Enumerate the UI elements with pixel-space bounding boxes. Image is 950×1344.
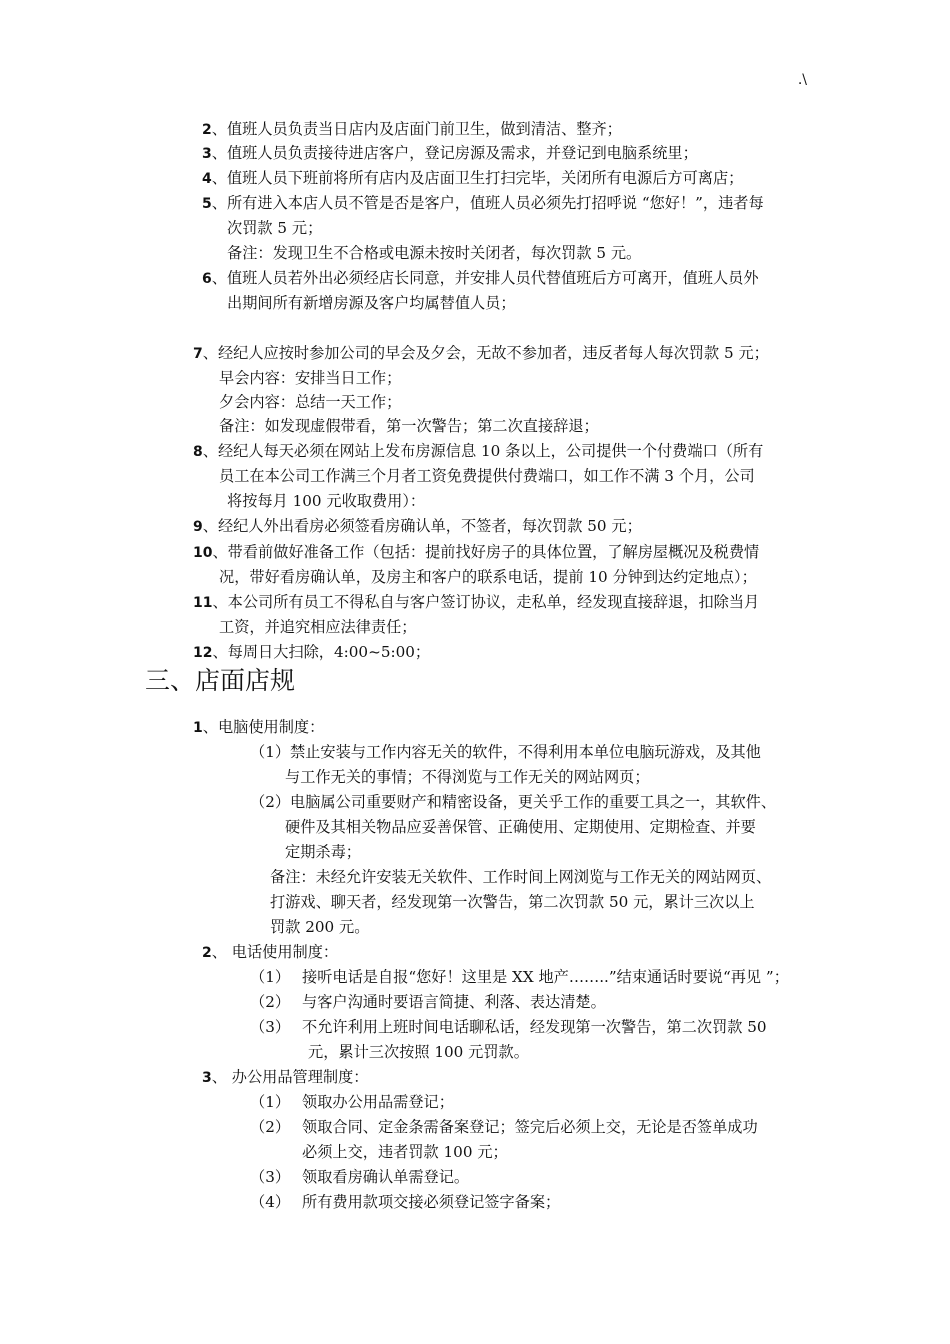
rule-number: 11 [193,595,213,611]
rule-number: 10 [193,545,213,561]
phone-item-2-mark: （2） [250,993,291,1011]
rule-number: 12 [193,645,213,661]
rule-number: 3 [202,1070,212,1086]
office-item-1-mark: （1） [250,1093,291,1111]
rule-number: 4 [202,171,212,187]
phone-item-3-cont: 元，累计三次按照 100 元罚款。 [308,1043,529,1061]
computer-rules-title [193,715,324,740]
phone-item-1: 接听电话是自报“您好！这里是 XX 地产……..”结束通话时要说“再见 ”； [302,968,789,986]
rule-7-note: 备注：如发现虚假带看，第一次警告；第二次直接辞退； [219,417,599,435]
office-item-2: 领取合同、定金条需备案登记；签完后必须上交，无论是否签单成功 [302,1118,758,1136]
rule-text: 、 电话使用制度： [211,943,339,961]
rule-text: 、值班人员负责接待进店客户，登记房源及需求，并登记到电脑系统里； [211,144,698,162]
rule-number: 2 [202,122,212,138]
rule-text: 、带看前做好准备工作（包括：提前找好房子的具体位置，了解房屋概况及税费情 [212,543,760,561]
rule-7-morning: 早会内容：安排当日工作； [219,369,402,387]
rule-number: 7 [193,346,203,362]
computer-note: 备注：未经允许安装无关软件、工作时间上网浏览与工作无关的网站网页、 [270,868,772,886]
rule-text: 、本公司所有员工不得私自与客户签订协议，走私单，经发现直接辞退，扣除当月 [212,593,760,611]
rule-number: 3 [202,146,212,162]
rule-number: 6 [202,271,212,287]
rule-number: 2 [202,945,212,961]
rule-8-cont-2: 将按每月 100 元收取费用）： [227,492,426,510]
section-heading: 三、店面店规 [145,666,296,695]
phone-item-3-mark: （3） [250,1018,291,1036]
rule-9 [193,514,642,539]
office-item-4: 所有费用款项交接必须登记签字备案； [302,1193,561,1211]
computer-note-cont-2: 罚款 200 元。 [270,918,370,936]
rule-4 [202,166,743,191]
rule-text: 、经纪人每天必须在网站上发布房源信息 10 条以上，公司提供一个付费端口（所有 [202,442,764,460]
computer-item-1: （1）禁止安装与工作内容无关的软件，不得利用本单位电脑玩游戏，及其他 [250,743,761,761]
rule-10-cont: 况，带好看房确认单，及房主和客户的联系电话，提前 10 分钟到达约定地点）； [219,568,757,586]
rule-text: 、每周日大扫除，4:00~5:00； [212,643,431,661]
rule-5-cont: 次罚款 5 元； [227,219,323,237]
rule-text: 、值班人员若外出必须经店长同意，并安排人员代替值班后方可离开，值班人员外 [211,269,759,287]
rule-7 [193,341,769,366]
office-rules-title [202,1065,368,1090]
rule-11-cont: 工资，并追究相应法律责任； [219,618,417,636]
office-item-1: 领取办公用品需登记； [302,1093,454,1111]
rule-text: 、 办公用品管理制度： [211,1068,369,1086]
rule-8 [193,439,763,464]
rule-text: 、经纪人应按时参加公司的早会及夕会，无故不参加者，违反者每人每次罚款 5 元； [202,344,769,362]
corner-mark: .\ [797,72,807,88]
rule-number: 1 [193,720,203,736]
computer-item-2-cont-2: 定期杀毒； [285,843,361,861]
computer-item-1-cont: 与工作无关的事情；不得浏览与工作无关的网站网页； [285,768,650,786]
rule-2 [202,117,622,142]
office-item-3: 领取看房确认单需登记。 [302,1168,470,1186]
rule-11 [193,590,759,615]
phone-item-2: 与客户沟通时要语言简捷、利落、表达清楚。 [302,993,606,1011]
rule-8-cont-1: 员工在本公司工作满三个月者工资免费提供付费端口，如工作不满 3 个月，公司 [219,467,755,485]
rule-number: 9 [193,519,203,535]
rule-6 [202,266,759,291]
rule-3 [202,141,698,166]
rule-text: 、经纪人外出看房必须签看房确认单，不签者，每次罚款 50 元； [202,517,642,535]
rule-text: 、值班人员下班前将所有店内及店面卫生打扫完毕，关闭所有电源后方可离店； [211,169,744,187]
computer-item-2: （2）电脑属公司重要财产和精密设备，更关乎工作的重要工具之一，其软件、 [250,793,777,811]
computer-note-cont-1: 打游戏、聊天者，经发现第一次警告，第二次罚款 50 元，累计三次以上 [270,893,755,911]
phone-item-1-mark: （1） [250,968,291,986]
office-item-2-mark: （2） [250,1118,291,1136]
rule-10 [193,540,759,565]
office-item-3-mark: （3） [250,1168,291,1186]
computer-item-2-cont-1: 硬件及其相关物品应妥善保管、正确使用、定期使用、定期检查、并要 [285,818,756,836]
rule-6-cont: 出期间所有新增房源及客户均属替值人员； [227,294,516,312]
rule-number: 8 [193,444,203,460]
rule-text: 、值班人员负责当日店内及店面门前卫生，做到清洁、整齐； [211,120,622,138]
rule-5-note: 备注：发现卫生不合格或电源未按时关闭者，每次罚款 5 元。 [227,244,642,262]
rule-text: 、所有进入本店人员不管是否是客户，值班人员必须先打招呼说 “您好！”，违者每 [211,194,764,212]
rule-12 [193,640,430,665]
rule-5 [202,191,764,216]
phone-item-3: 不允许利用上班时间电话聊私话，经发现第一次警告，第二次罚款 50 [302,1018,767,1036]
office-item-2-cont: 必须上交，违者罚款 100 元； [302,1143,508,1161]
rule-7-evening: 夕会内容：总结一天工作； [219,393,402,411]
office-item-4-mark: （4） [250,1193,291,1211]
rule-text: 、电脑使用制度： [202,718,325,736]
phone-rules-title [202,940,338,965]
rule-number: 5 [202,196,212,212]
